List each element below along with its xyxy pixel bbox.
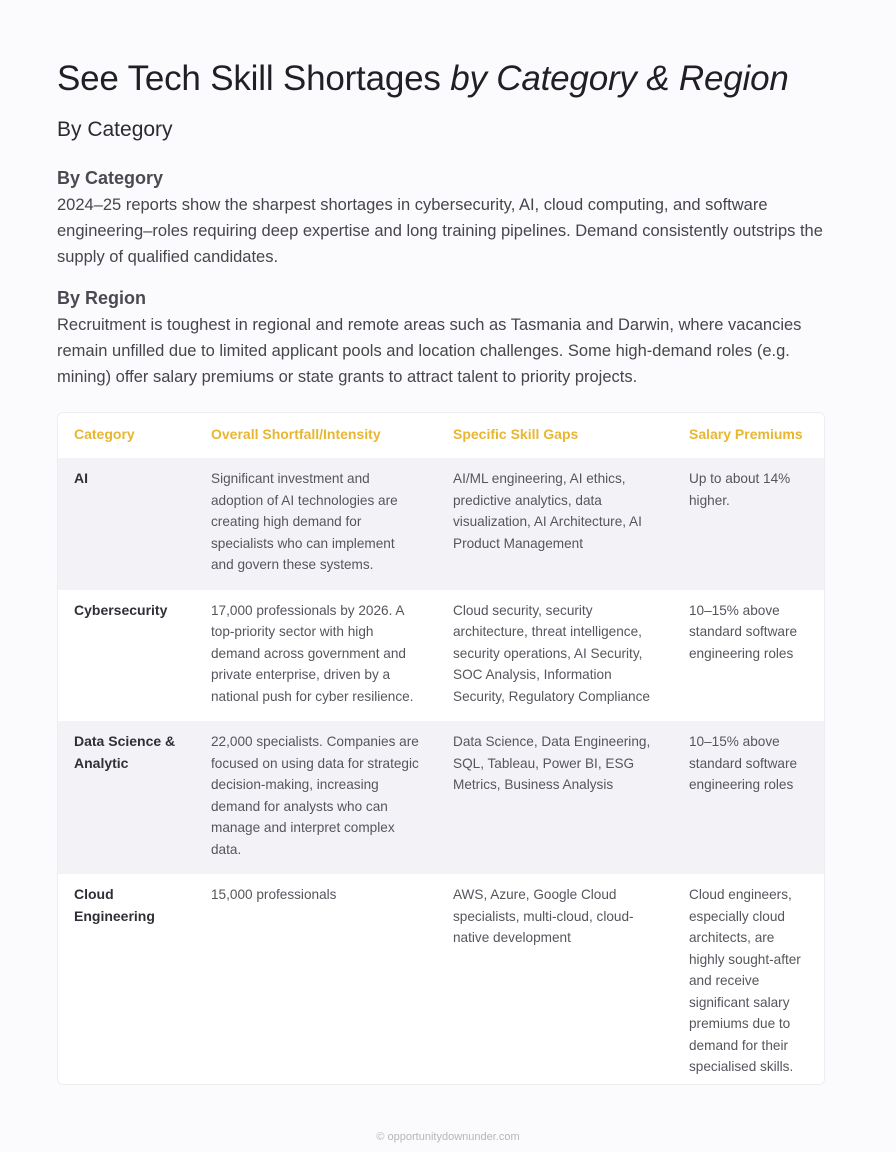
footer-watermark: © opportunitydownunder.com: [376, 1131, 520, 1143]
section-body: Recruitment is toughest in regional and remote areas such as Tasmania and Darwin, where vacancies remain unfilled due to limited applicant pools and location challenges. Some high-demand roles (e.g. mining) offer salary premiums or state grants to attract talent to priority projects.: [57, 316, 802, 386]
cell-shortfall: 17,000 professionals by 2026. A top-priority sector with high demand across government and private enterprise, driven by a national push for cyber resilience.: [195, 590, 437, 722]
section-by-region: [57, 286, 825, 390]
shortage-table-container: [57, 412, 825, 1085]
cell-skill-gaps: Data Science, Data Engineering, SQL, Tableau, Power BI, ESG Metrics, Business Analysis: [437, 721, 673, 874]
table-row: [58, 590, 825, 722]
column-header-salary: Salary Premiums: [673, 413, 825, 458]
section-heading: By Region: [57, 288, 147, 308]
cell-skill-gaps: Cloud security, security architecture, threat intelligence, security operations, AI Security, SOC Analysis, Information Security, Regulatory Compliance: [437, 590, 673, 722]
cell-category: Data Science & Analytic: [58, 721, 195, 874]
cell-shortfall: Significant investment and adoption of AI technologies are creating high demand for specialists who can implement and govern these systems.: [195, 458, 437, 590]
cell-salary: Up to about 14% higher.: [673, 458, 825, 590]
cell-shortfall: 15,000 professionals: [195, 874, 437, 1084]
table-row: [58, 458, 825, 590]
title-main: See Tech Skill Shortages: [57, 59, 451, 98]
page-title: [57, 56, 825, 102]
table-row: [58, 721, 825, 874]
shortage-table: [58, 413, 825, 1084]
page-subtitle: By Category: [57, 118, 173, 141]
document-page: [57, 56, 825, 1085]
cell-salary: 10–15% above standard software engineering roles: [673, 590, 825, 722]
section-body: 2024–25 reports show the sharpest shortages in cybersecurity, AI, cloud computing, and software engineering–roles requiring deep expertise and long training pipelines. Demand consistently outstrips the supply of qualified candidates.: [57, 196, 823, 266]
table-header-row: [58, 413, 825, 458]
cell-category: Cybersecurity: [58, 590, 195, 722]
column-header-shortfall: Overall Shortfall/Intensity: [195, 413, 437, 458]
cell-category: Cloud Engineering: [58, 874, 195, 1084]
cell-skill-gaps: AI/ML engineering, AI ethics, predictive analytics, data visualization, AI Architecture, AI Product Management: [437, 458, 673, 590]
cell-shortfall: 22,000 specialists. Companies are focused on using data for strategic decision-making, increasing demand for analysts who can manage and interpret complex data.: [195, 721, 437, 874]
cell-salary: Cloud engineers, especially cloud architects, are highly sought-after and receive significant salary premiums due to demand for their specialised skills.: [673, 874, 825, 1084]
section-by-category: [57, 166, 825, 270]
cell-salary: 10–15% above standard software engineering roles: [673, 721, 825, 874]
column-header-skill-gaps: Specific Skill Gaps: [437, 413, 673, 458]
cell-category: AI: [58, 458, 195, 590]
column-header-category: Category: [58, 413, 195, 458]
table-row: [58, 874, 825, 1084]
title-emphasis: by Category & Region: [450, 59, 789, 98]
cell-skill-gaps: AWS, Azure, Google Cloud specialists, multi-cloud, cloud-native development: [437, 874, 673, 1084]
section-heading: By Category: [57, 168, 164, 188]
